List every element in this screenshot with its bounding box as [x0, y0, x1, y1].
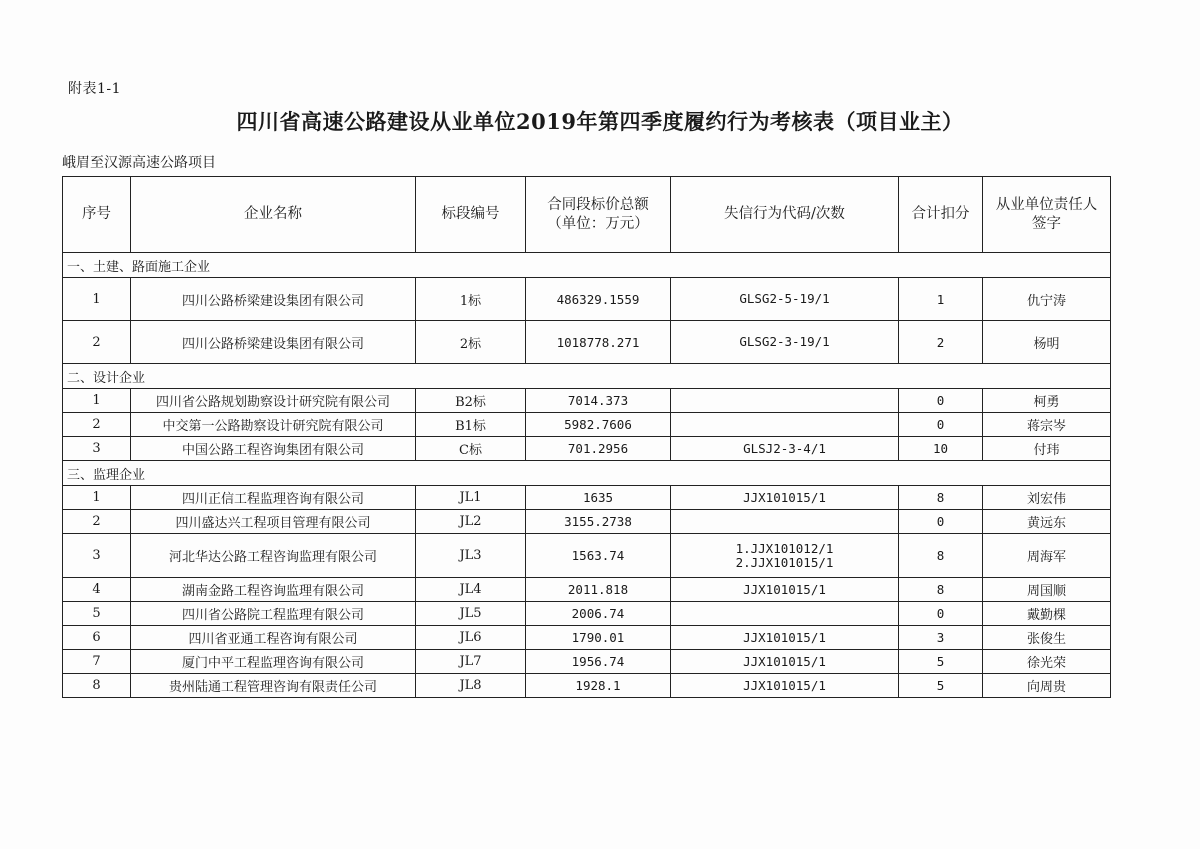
section-row: [63, 253, 1111, 278]
company-cell: 四川正信工程监理咨询有限公司: [131, 486, 416, 510]
signer-cell: 周海军: [983, 534, 1111, 578]
section-row: [63, 461, 1111, 486]
deduction-cell: 8: [899, 578, 983, 602]
section-code-cell: JL8: [416, 674, 526, 698]
table-row: [63, 437, 1111, 461]
table-row: [63, 674, 1111, 698]
header-contract-amount: [526, 177, 671, 253]
section-code-cell: JL5: [416, 602, 526, 626]
amount-cell: 1018778.271: [526, 321, 671, 364]
index-cell: 3: [63, 437, 131, 461]
company-cell: 四川公路桥梁建设集团有限公司: [131, 278, 416, 321]
violation-code-cell: [671, 413, 899, 437]
violation-code: JJX101015/1: [743, 653, 826, 669]
violation-code-cell: [671, 650, 899, 674]
section-code-cell: JL2: [416, 510, 526, 534]
company-cell: 中交第一公路勘察设计研究院有限公司: [131, 413, 416, 437]
violation-code-cell: [671, 510, 899, 534]
deduction-cell: 0: [899, 602, 983, 626]
company-cell: 四川省亚通工程咨询有限公司: [131, 626, 416, 650]
table-header-row: [63, 177, 1111, 253]
section-title: 二、设计企业: [63, 364, 1111, 389]
amount-cell: 1563.74: [526, 534, 671, 578]
index-cell: 4: [63, 578, 131, 602]
company-cell: 贵州陆通工程管理咨询有限责任公司: [131, 674, 416, 698]
section-code-cell: JL7: [416, 650, 526, 674]
amount-cell: 1928.1: [526, 674, 671, 698]
violation-code-cell: [671, 674, 899, 698]
header-contract-line1: 合同段标价总额: [547, 196, 649, 213]
index-cell: 8: [63, 674, 131, 698]
violation-code: 2.JJX101015/1: [735, 554, 834, 570]
signer-cell: 仇宁涛: [983, 278, 1111, 321]
table-row: [63, 626, 1111, 650]
table-row: [63, 413, 1111, 437]
violation-code-cell: [671, 278, 899, 321]
company-cell: 湖南金路工程咨询监理有限公司: [131, 578, 416, 602]
header-contract-line2: （单位：万元）: [547, 215, 649, 232]
section-code-cell: B2标: [416, 389, 526, 413]
header-signer: [983, 177, 1111, 253]
signer-cell: 向周贵: [983, 674, 1111, 698]
header-violation: 失信行为代码/次数: [671, 177, 899, 253]
deduction-cell: 0: [899, 510, 983, 534]
amount-cell: 1790.01: [526, 626, 671, 650]
section-code-cell: JL1: [416, 486, 526, 510]
section-code-cell: JL4: [416, 578, 526, 602]
violation-code-cell: [671, 486, 899, 510]
section-row: [63, 364, 1111, 389]
section-code-cell: 2标: [416, 321, 526, 364]
violation-code-cell: [671, 321, 899, 364]
violation-code-cell: [671, 437, 899, 461]
section-title: 一、土建、路面施工企业: [63, 253, 1111, 278]
signer-cell: 蒋宗岑: [983, 413, 1111, 437]
index-cell: 1: [63, 389, 131, 413]
deduction-cell: 2: [899, 321, 983, 364]
assessment-table: [62, 176, 1111, 698]
project-name: 峨眉至汉源高速公路项目: [62, 155, 216, 171]
violation-code: JJX101015/1: [743, 489, 826, 505]
violation-code-cell: [671, 602, 899, 626]
table-row: [63, 534, 1111, 578]
section-code-cell: JL3: [416, 534, 526, 578]
violation-code: GLSG2-3-19/1: [739, 334, 830, 349]
company-cell: 四川省公路院工程监理有限公司: [131, 602, 416, 626]
signer-cell: 杨明: [983, 321, 1111, 364]
table-row: [63, 578, 1111, 602]
amount-cell: 1635: [526, 486, 671, 510]
signer-cell: 付玮: [983, 437, 1111, 461]
company-cell: 四川省公路规划勘察设计研究院有限公司: [131, 389, 416, 413]
section-code-cell: 1标: [416, 278, 526, 321]
index-cell: 3: [63, 534, 131, 578]
table-row: [63, 486, 1111, 510]
deduction-cell: 0: [899, 389, 983, 413]
signer-cell: 戴勤棵: [983, 602, 1111, 626]
violation-code: JJX101015/1: [743, 629, 826, 645]
deduction-cell: 8: [899, 486, 983, 510]
deduction-cell: 5: [899, 674, 983, 698]
signer-cell: 黄远东: [983, 510, 1111, 534]
signer-cell: 柯勇: [983, 389, 1111, 413]
section-code-cell: B1标: [416, 413, 526, 437]
deduction-cell: 5: [899, 650, 983, 674]
violation-code-cell: [671, 534, 899, 578]
deduction-cell: 3: [899, 626, 983, 650]
violation-code: GLSG2-5-19/1: [739, 291, 830, 306]
header-signer-line2: 签字: [1032, 215, 1061, 232]
company-cell: 厦门中平工程监理咨询有限公司: [131, 650, 416, 674]
company-cell: 河北华达公路工程咨询监理有限公司: [131, 534, 416, 578]
index-cell: 2: [63, 510, 131, 534]
violation-code: 1.JJX101012/1: [735, 540, 834, 556]
violation-code-cell: [671, 578, 899, 602]
index-cell: 1: [63, 278, 131, 321]
signer-cell: 周国顺: [983, 578, 1111, 602]
index-cell: 2: [63, 413, 131, 437]
amount-cell: 5982.7606: [526, 413, 671, 437]
signer-cell: 刘宏伟: [983, 486, 1111, 510]
section-code-cell: C标: [416, 437, 526, 461]
company-cell: 四川盛达兴工程项目管理有限公司: [131, 510, 416, 534]
amount-cell: 7014.373: [526, 389, 671, 413]
amount-cell: 3155.2738: [526, 510, 671, 534]
index-cell: 2: [63, 321, 131, 364]
violation-code: JJX101015/1: [743, 677, 826, 693]
annex-label: 附表1-1: [68, 81, 122, 97]
table-row: [63, 278, 1111, 321]
violation-code-cell: [671, 389, 899, 413]
header-company: 企业名称: [131, 177, 416, 253]
header-signer-line1: 从业单位责任人: [995, 196, 1098, 213]
index-cell: 5: [63, 602, 131, 626]
table-row: [63, 650, 1111, 674]
amount-cell: 1956.74: [526, 650, 671, 674]
company-cell: 四川公路桥梁建设集团有限公司: [131, 321, 416, 364]
amount-cell: 486329.1559: [526, 278, 671, 321]
deduction-cell: 10: [899, 437, 983, 461]
deduction-cell: 1: [899, 278, 983, 321]
deduction-cell: 8: [899, 534, 983, 578]
table-row: [63, 389, 1111, 413]
violation-code: GLSJ2-3-4/1: [743, 440, 826, 456]
company-cell: 中国公路工程咨询集团有限公司: [131, 437, 416, 461]
header-index: 序号: [63, 177, 131, 253]
violation-code-cell: [671, 626, 899, 650]
signer-cell: 张俊生: [983, 626, 1111, 650]
index-cell: 6: [63, 626, 131, 650]
index-cell: 1: [63, 486, 131, 510]
amount-cell: 701.2956: [526, 437, 671, 461]
header-section-code: 标段编号: [416, 177, 526, 253]
table-body: [63, 253, 1111, 698]
index-cell: 7: [63, 650, 131, 674]
page-title: 四川省高速公路建设从业单位2019年第四季度履约行为考核表（项目业主）: [236, 109, 964, 134]
section-title: 三、监理企业: [63, 461, 1111, 486]
amount-cell: 2006.74: [526, 602, 671, 626]
amount-cell: 2011.818: [526, 578, 671, 602]
table-row: [63, 602, 1111, 626]
header-deduction: 合计扣分: [899, 177, 983, 253]
violation-code: JJX101015/1: [743, 581, 826, 597]
table-row: [63, 321, 1111, 364]
section-code-cell: JL6: [416, 626, 526, 650]
table-row: [63, 510, 1111, 534]
signer-cell: 徐光荣: [983, 650, 1111, 674]
deduction-cell: 0: [899, 413, 983, 437]
